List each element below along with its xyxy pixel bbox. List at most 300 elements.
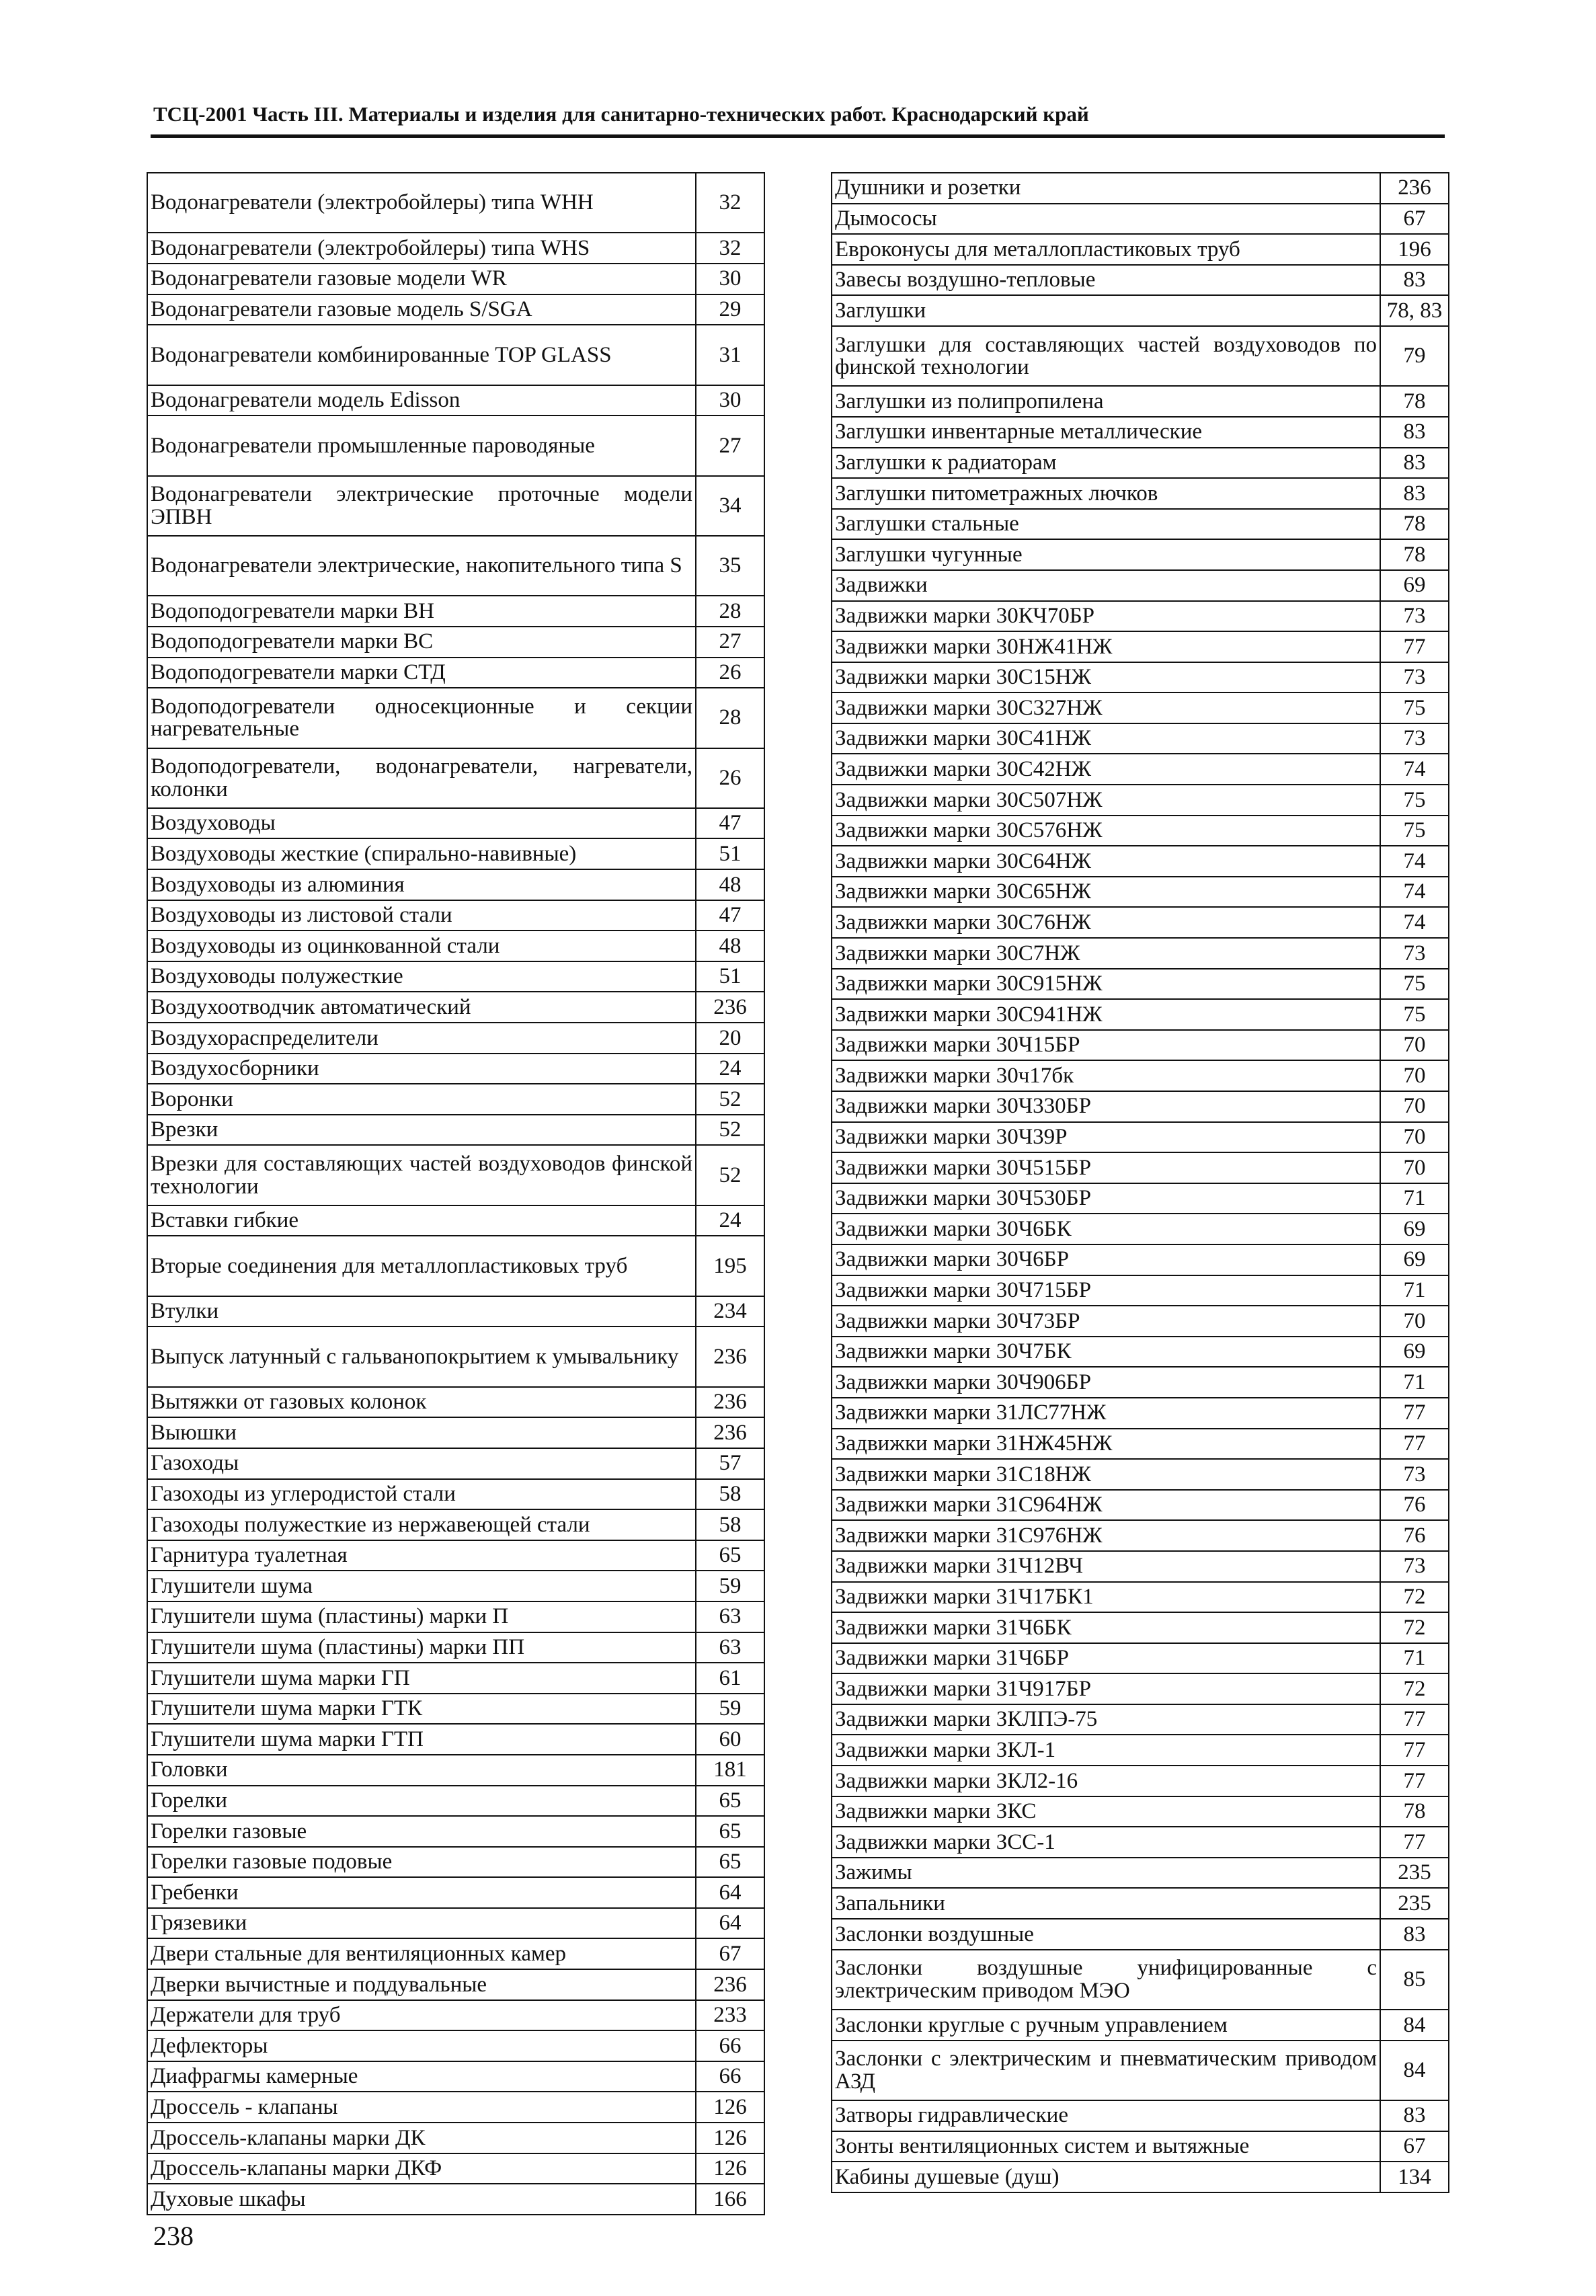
index-row [147,900,764,931]
entry-page: 66 [696,2030,764,2061]
entry-page: 235 [1380,1858,1449,1889]
entry-name: Задвижки марки 30С915НЖ [832,969,1380,1000]
entry-page: 84 [1380,2041,1449,2100]
entry-page: 27 [696,627,764,658]
index-table-left [147,172,765,2215]
entry-page: 52 [696,1145,764,1205]
index-row [147,2123,764,2153]
index-row [832,2041,1449,2100]
entry-name: Вставки гибкие [147,1205,696,1236]
index-row [832,723,1449,754]
index-row [832,1888,1449,1919]
entry-page: 32 [696,233,764,264]
entry-name: Воздухоотводчик автоматический [147,992,696,1023]
entry-page: 47 [696,808,764,839]
entry-page: 134 [1380,2162,1449,2192]
entry-name: Воздуховоды из листовой стали [147,900,696,931]
entry-name: Двери стальные для вентиляционных камер [147,1938,696,1969]
entry-name: Водонагреватели промышленные пароводяные [147,415,696,475]
entry-name: Водонагреватели (электробойлеры) типа WHS [147,233,696,264]
index-row [832,1704,1449,1735]
entry-name: Задвижки марки 30С327НЖ [832,692,1380,723]
entry-page: 77 [1380,1704,1449,1735]
entry-page: 57 [696,1448,764,1479]
entry-page: 126 [696,2123,764,2153]
entry-page: 67 [1380,204,1449,235]
entry-page: 48 [696,931,764,961]
entry-page: 83 [1380,265,1449,296]
entry-page: 76 [1380,1490,1449,1521]
entry-page: 72 [1380,1582,1449,1613]
entry-page: 236 [696,992,764,1023]
index-row [147,1786,764,1817]
entry-name: Задвижки марки 30С7НЖ [832,938,1380,969]
index-row [832,1183,1449,1214]
entry-name: Заглушки стальные [832,509,1380,540]
index-row [832,1337,1449,1368]
entry-name: Задвижки марки 30Ч715БР [832,1275,1380,1306]
entry-page: 73 [1380,938,1449,969]
index-row [147,992,764,1023]
entry-name: Задвижки марки 30Ч7БК [832,1337,1380,1368]
entry-name: Водонагреватели модель Edisson [147,385,696,416]
entry-page: 35 [696,536,764,596]
entry-page: 70 [1380,1152,1449,1183]
entry-page: 74 [1380,846,1449,877]
index-row [147,1479,764,1510]
entry-name: Глушители шума (пластины) марки ПП [147,1632,696,1663]
entry-name: Задвижки марки 30НЖ41НЖ [832,631,1380,662]
entry-name: Водонагреватели газовые модель S/SGA [147,294,696,325]
index-row [147,294,764,325]
entry-name: Воздуховоды жесткие (спирально-навивные) [147,838,696,869]
entry-page: 78 [1380,509,1449,540]
entry-page: 77 [1380,1735,1449,1766]
entry-page: 64 [696,1908,764,1939]
entry-page: 73 [1380,723,1449,754]
index-row [832,785,1449,816]
entry-name: Заглушки инвентарные металлические [832,417,1380,448]
entry-name: Заглушки [832,295,1380,326]
entry-name: Задвижки марки 31Ч17БК1 [832,1582,1380,1613]
entry-page: 71 [1380,1183,1449,1214]
index-row [832,2010,1449,2041]
entry-page: 63 [696,1632,764,1663]
index-row [147,1877,764,1908]
entry-name: Головки [147,1755,696,1786]
entry-name: Держатели для труб [147,2000,696,2031]
entry-page: 65 [696,1816,764,1847]
entry-name: Задвижки марки 30С41НЖ [832,723,1380,754]
index-row [832,2131,1449,2162]
entry-name: Задвижки марки 31Ч917БР [832,1673,1380,1704]
entry-page: 83 [1380,478,1449,509]
index-row [147,961,764,992]
index-row [147,2184,764,2215]
index-row [147,1969,764,2000]
index-row [832,448,1449,479]
entry-name: Задвижки марки 31Ч6БР [832,1643,1380,1674]
index-row [832,1796,1449,1827]
index-row [147,1054,764,1084]
entry-name: Задвижки марки 31Ч12ВЧ [832,1551,1380,1582]
entry-page: 61 [696,1663,764,1694]
index-row [832,601,1449,632]
index-row [832,1643,1449,1674]
entry-page: 71 [1380,1275,1449,1306]
entry-page: 78 [1380,1796,1449,1827]
entry-name: Воздуховоды полужесткие [147,961,696,992]
entry-name: Задвижки марки 30С64НЖ [832,846,1380,877]
index-row [832,938,1449,969]
entry-page: 236 [696,1327,764,1386]
entry-page: 181 [696,1755,764,1786]
entry-name: Водоподогреватели марки СТД [147,658,696,688]
index-row [832,1306,1449,1337]
index-row [832,173,1449,204]
index-row [832,1551,1449,1582]
entry-name: Задвижки марки 31ЛС77НЖ [832,1398,1380,1429]
index-row [147,1908,764,1939]
entry-name: Задвижки марки ЗСС-1 [832,1827,1380,1858]
entry-page: 67 [1380,2131,1449,2162]
entry-page: 71 [1380,1367,1449,1398]
index-row [832,386,1449,417]
index-row [147,415,764,475]
index-row [147,233,764,264]
entry-page: 69 [1380,1244,1449,1275]
entry-page: 233 [696,2000,764,2031]
entry-name: Задвижки марки 30Ч906БР [832,1367,1380,1398]
entry-page: 83 [1380,448,1449,479]
entry-name: Диафрагмы камерные [147,2061,696,2092]
index-row [832,2100,1449,2131]
index-row [832,1398,1449,1429]
entry-page: 52 [696,1084,764,1115]
entry-name: Заглушки к радиаторам [832,448,1380,479]
entry-name: Задвижки [832,570,1380,601]
entry-page: 64 [696,1877,764,1908]
index-row [147,658,764,688]
entry-name: Заслонки круглые с ручным управлением [832,2010,1380,2041]
index-row [832,539,1449,570]
index-row [147,1296,764,1327]
index-row [147,1387,764,1418]
entry-name: Врезки [147,1115,696,1146]
entry-name: Водоподогреватели марки ВС [147,627,696,658]
index-row [832,1152,1449,1183]
entry-name: Задвижки марки ЗКС [832,1796,1380,1827]
entry-name: Врезки для составляющих частей воздуховодов финской технологии [147,1145,696,1205]
entry-name: Газоходы [147,1448,696,1479]
entry-page: 31 [696,325,764,385]
index-row [147,748,764,808]
entry-page: 75 [1380,785,1449,816]
index-row [147,627,764,658]
header-rule [151,134,1445,138]
entry-page: 30 [696,385,764,416]
index-row [147,1938,764,1969]
index-row [147,1571,764,1601]
index-row [147,1115,764,1146]
entry-page: 67 [696,1938,764,1969]
entry-page: 83 [1380,417,1449,448]
index-row [147,1236,764,1296]
entry-name: Завесы воздушно-тепловые [832,265,1380,296]
entry-page: 234 [696,1296,764,1327]
entry-page: 63 [696,1601,764,1632]
entry-name: Водоподогреватели марки ВН [147,596,696,627]
index-row [147,1145,764,1205]
index-row [147,688,764,748]
index-row [832,1735,1449,1766]
index-row [147,2000,764,2031]
index-row [147,1755,764,1786]
entry-page: 72 [1380,1673,1449,1704]
entry-name: Воздухосборники [147,1054,696,1084]
index-row [832,570,1449,601]
entry-page: 51 [696,961,764,992]
entry-page: 77 [1380,1827,1449,1858]
entry-page: 73 [1380,601,1449,632]
entry-name: Водонагреватели электрические проточные модели ЭПВН [147,476,696,536]
entry-page: 24 [696,1205,764,1236]
entry-name: Задвижки марки 30КЧ70БР [832,601,1380,632]
entry-page: 70 [1380,1091,1449,1122]
index-row [147,2153,764,2184]
entry-name: Втулки [147,1296,696,1327]
entry-page: 29 [696,294,764,325]
entry-page: 26 [696,748,764,808]
entry-page: 59 [696,1571,764,1601]
index-row [832,631,1449,662]
index-row [832,754,1449,785]
entry-page: 70 [1380,1060,1449,1091]
entry-name: Воздуховоды из оцинкованной стали [147,931,696,961]
entry-page: 74 [1380,754,1449,785]
entry-page: 47 [696,900,764,931]
entry-name: Дроссель-клапаны марки ДКФ [147,2153,696,2184]
entry-page: 74 [1380,907,1449,938]
entry-page: 59 [696,1694,764,1725]
entry-page: 20 [696,1023,764,1054]
index-row [832,1950,1449,2010]
entry-name: Водонагреватели комбинированные TOP GLASS [147,325,696,385]
entry-name: Евроконусы для металлопластиковых труб [832,234,1380,265]
index-row [832,295,1449,326]
page-number: 238 [153,2221,194,2251]
index-row [832,1766,1449,1796]
index-row [832,1275,1449,1306]
index-row [147,869,764,900]
entry-name: Дверки вычистные и поддувальные [147,1969,696,2000]
index-row [147,325,764,385]
entry-page: 51 [696,838,764,869]
entry-name: Задвижки марки 30С42НЖ [832,754,1380,785]
entry-name: Задвижки марки 31С976НЖ [832,1520,1380,1551]
index-row [832,1367,1449,1398]
entry-name: Водоподогреватели односекционные и секции нагревательные [147,688,696,748]
entry-page: 32 [696,173,764,233]
entry-name: Задвижки марки 31НЖ45НЖ [832,1429,1380,1460]
entry-page: 236 [696,1969,764,2000]
entry-page: 71 [1380,1643,1449,1674]
entry-page: 235 [1380,1888,1449,1919]
entry-page: 28 [696,688,764,748]
index-row [147,596,764,627]
index-row [147,264,764,294]
entry-name: Глушители шума марки ГТК [147,1694,696,1725]
index-row [832,816,1449,846]
entry-page: 58 [696,1479,764,1510]
entry-name: Глушители шума [147,1571,696,1601]
index-row [832,662,1449,693]
index-row [147,931,764,961]
index-row [832,1214,1449,1244]
index-row [832,1060,1449,1091]
entry-name: Задвижки марки ЗКЛПЭ-75 [832,1704,1380,1735]
index-row [147,536,764,596]
index-row [832,1612,1449,1643]
entry-page: 65 [696,1847,764,1878]
entry-name: Вытяжки от газовых колонок [147,1387,696,1418]
index-row [832,1091,1449,1122]
entry-page: 30 [696,264,764,294]
entry-page: 77 [1380,631,1449,662]
index-row [147,1327,764,1386]
entry-name: Задвижки марки 31С964НЖ [832,1490,1380,1521]
entry-name: Задвижки марки 30Ч6БК [832,1214,1380,1244]
entry-page: 70 [1380,1306,1449,1337]
index-row [832,1858,1449,1889]
index-row [147,1417,764,1448]
entry-page: 27 [696,415,764,475]
index-row [832,1827,1449,1858]
index-row [832,1459,1449,1490]
entry-name: Задвижки марки 30ч17бк [832,1060,1380,1091]
entry-page: 65 [696,1540,764,1571]
index-row [147,1205,764,1236]
entry-page: 65 [696,1786,764,1817]
entry-page: 78, 83 [1380,295,1449,326]
entry-page: 69 [1380,1214,1449,1244]
index-row [832,234,1449,265]
entry-page: 34 [696,476,764,536]
entry-name: Задвижки марки 31С18НЖ [832,1459,1380,1490]
index-row [832,1582,1449,1613]
entry-name: Задвижки марки 30С941НЖ [832,999,1380,1030]
entry-page: 126 [696,2153,764,2184]
entry-name: Горелки [147,1786,696,1817]
index-row [832,204,1449,235]
entry-name: Воздуховоды из алюминия [147,869,696,900]
index-row [832,1490,1449,1521]
index-row [832,1673,1449,1704]
entry-name: Заслонки с электрическим и пневматическим приводом АЗД [832,2041,1380,2100]
index-row [147,1601,764,1632]
entry-name: Водонагреватели газовые модели WR [147,264,696,294]
entry-name: Задвижки марки 30С76НЖ [832,907,1380,938]
entry-page: 69 [1380,1337,1449,1368]
index-row [147,385,764,416]
entry-page: 236 [696,1417,764,1448]
entry-name: Душники и розетки [832,173,1380,204]
entry-name: Вторые соединения для металлопластиковых труб [147,1236,696,1296]
entry-name: Задвижки марки 30Ч515БР [832,1152,1380,1183]
entry-name: Задвижки марки 30Ч530БР [832,1183,1380,1214]
entry-page: 236 [1380,173,1449,204]
index-row [832,1244,1449,1275]
entry-page: 236 [696,1387,764,1418]
entry-page: 66 [696,2061,764,2092]
entry-page: 24 [696,1054,764,1084]
entry-name: Кабины душевые (душ) [832,2162,1380,2192]
entry-name: Водонагреватели (электробойлеры) типа WHH [147,173,696,233]
entry-page: 84 [1380,2010,1449,2041]
entry-name: Горелки газовые подовые [147,1847,696,1878]
index-row [832,478,1449,509]
entry-page: 77 [1380,1398,1449,1429]
entry-name: Духовые шкафы [147,2184,696,2215]
entry-name: Гребенки [147,1877,696,1908]
entry-page: 83 [1380,2100,1449,2131]
entry-name: Заглушки питометражных лючков [832,478,1380,509]
entry-page: 70 [1380,1122,1449,1153]
entry-name: Заслонки воздушные унифицированные с электрическим приводом МЭО [832,1950,1380,2010]
index-row [147,1724,764,1755]
index-row [147,1540,764,1571]
entry-page: 75 [1380,816,1449,846]
entry-page: 166 [696,2184,764,2215]
entry-page: 72 [1380,1612,1449,1643]
entry-name: Глушители шума (пластины) марки П [147,1601,696,1632]
entry-page: 83 [1380,1919,1449,1950]
entry-page: 73 [1380,1459,1449,1490]
entry-name: Глушители шума марки ГТП [147,1724,696,1755]
entry-name: Дымососы [832,204,1380,235]
index-row [147,1023,764,1054]
index-row [832,417,1449,448]
entry-name: Воздуховоды [147,808,696,839]
index-row [147,476,764,536]
index-row [832,907,1449,938]
index-row [832,692,1449,723]
entry-name: Дефлекторы [147,2030,696,2061]
entry-page: 75 [1380,999,1449,1030]
entry-name: Задвижки марки 30С65НЖ [832,877,1380,908]
entry-page: 74 [1380,877,1449,908]
entry-name: Гарнитура туалетная [147,1540,696,1571]
entry-page: 70 [1380,1030,1449,1061]
index-row [832,509,1449,540]
index-row [147,173,764,233]
entry-name: Зажимы [832,1858,1380,1889]
entry-name: Заглушки из полипропилена [832,386,1380,417]
entry-name: Заглушки для составляющих частей воздуховодов по финской технологии [832,326,1380,386]
index-row [832,1919,1449,1950]
index-row [147,1448,764,1479]
entry-name: Задвижки марки ЗКЛ-1 [832,1735,1380,1766]
entry-name: Зонты вентиляционных систем и вытяжные [832,2131,1380,2162]
entry-name: Воронки [147,1084,696,1115]
entry-name: Задвижки марки ЗКЛ2-16 [832,1766,1380,1796]
index-row [832,326,1449,386]
entry-name: Задвижки марки 30Ч73БР [832,1306,1380,1337]
entry-page: 60 [696,1724,764,1755]
index-row [832,1429,1449,1460]
entry-name: Задвижки марки 30С15НЖ [832,662,1380,693]
entry-name: Задвижки марки 31Ч6БК [832,1612,1380,1643]
